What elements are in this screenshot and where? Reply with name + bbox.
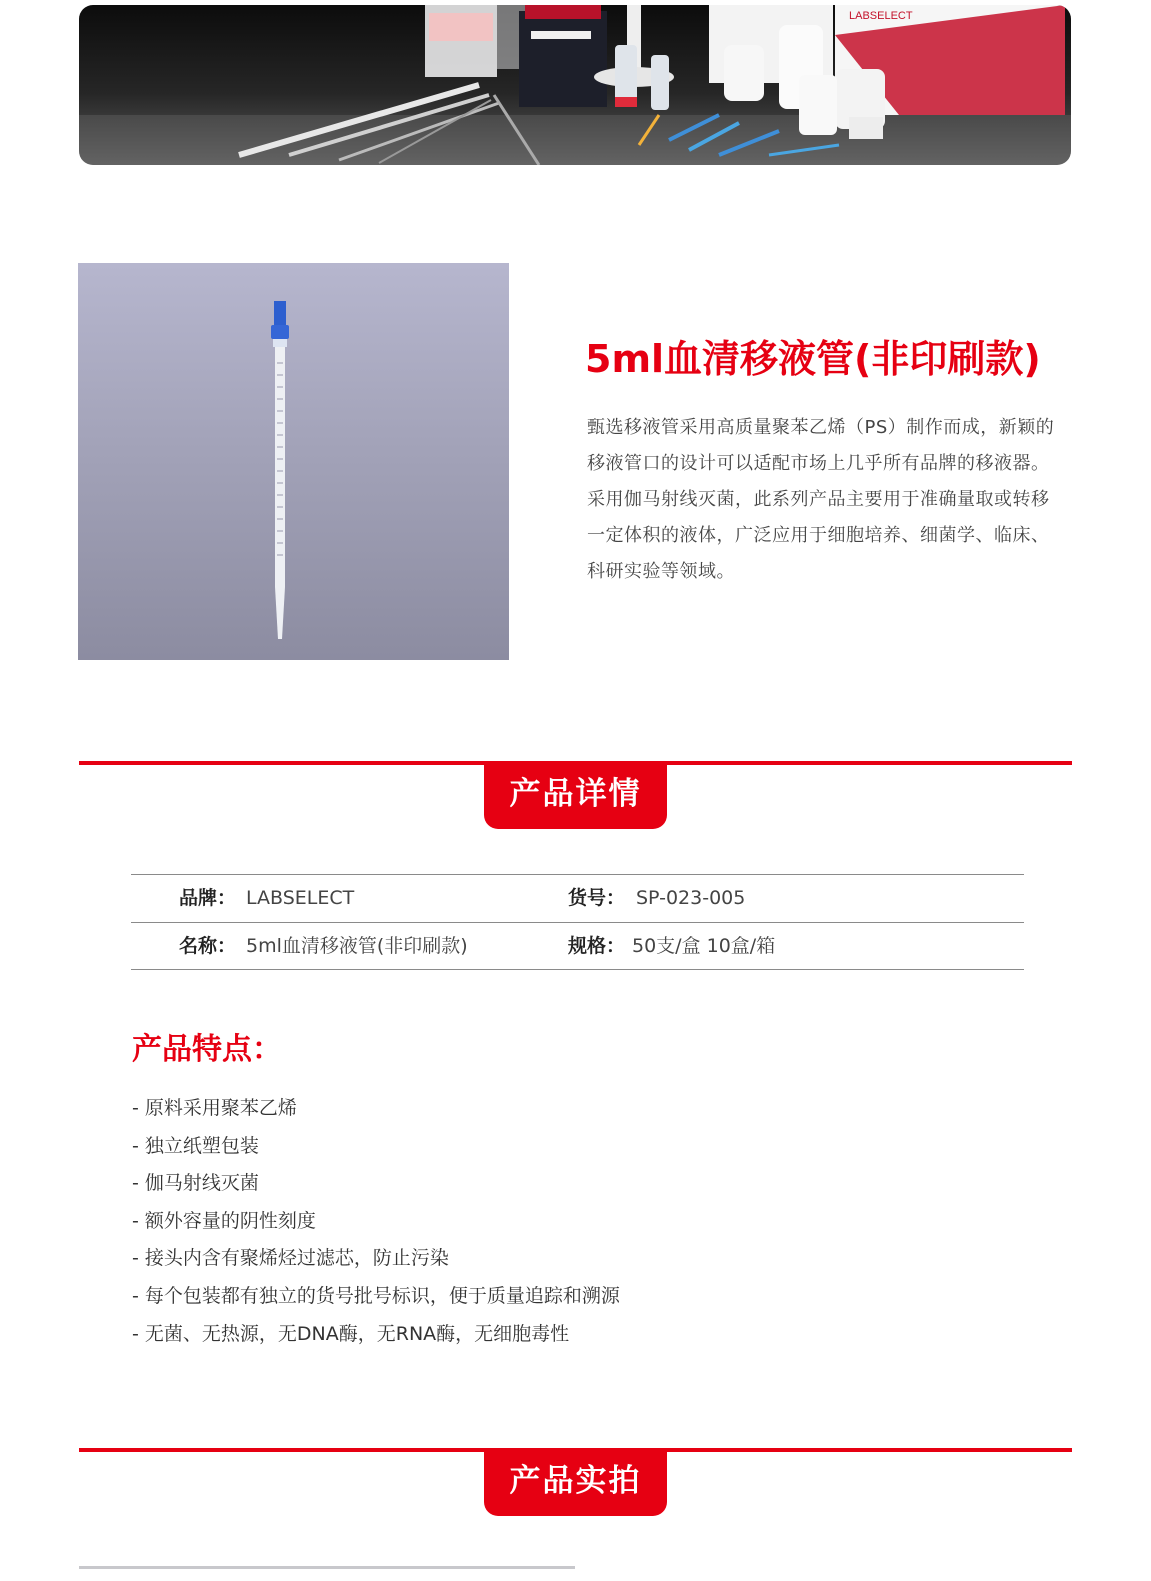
banner-brand-text: LABSELECT [849, 10, 913, 22]
product-photo [78, 263, 509, 660]
product-title: 5ml血清移液管(非印刷款) [585, 337, 1041, 381]
spec-value-brand: LABSELECT [246, 887, 355, 909]
spec-label-name: 名称： [179, 935, 237, 957]
hero-banner [79, 5, 1071, 165]
spec-table [131, 874, 1024, 970]
list-item: - 伽马射线灭菌 [132, 1172, 259, 1195]
list-item: - 接头内含有聚烯烃过滤芯，防止污染 [132, 1247, 449, 1270]
features-title: 产品特点： [132, 1032, 282, 1067]
spec-value-name: 5ml血清移液管(非印刷款) [246, 935, 468, 957]
list-item: - 独立纸塑包装 [132, 1134, 259, 1157]
photo-preview-edge [79, 1566, 575, 1569]
section-header-details: 产品详情 [484, 763, 667, 829]
features-list [132, 1090, 620, 1353]
serological-pipette-icon [78, 263, 509, 660]
product-description: 甄选移液管采用高质量聚苯乙烯（PS）制作而成，新颖的移液管口的设计可以适配市场上几乎所有品牌的移液器。采用伽马射线灭菌，此系列产品主要用于准确量取或转移一定体积的液体，广泛应用于细胞培养、细菌学、临床、科研实验等领域。 [587, 417, 1055, 582]
spec-label-brand: 品牌： [179, 887, 237, 909]
spec-value-spec: 50支/盒 10盒/箱 [632, 935, 776, 957]
spec-label-item-number: 货号： [568, 887, 626, 909]
list-item: - 无菌、无热源，无DNA酶，无RNA酶，无细胞毒性 [132, 1322, 570, 1345]
list-item: - 每个包装都有独立的货号批号标识，便于质量追踪和溯源 [132, 1284, 620, 1307]
spec-row [131, 922, 1024, 970]
lab-products-illustration [79, 5, 1071, 165]
spec-value-item-number: SP-023-005 [636, 887, 746, 909]
spec-row [131, 874, 1024, 922]
spec-label-spec: 规格： [568, 935, 626, 957]
list-item: - 原料采用聚苯乙烯 [132, 1097, 297, 1119]
section-header-photos: 产品实拍 [484, 1450, 667, 1516]
list-item: - 额外容量的阴性刻度 [132, 1209, 316, 1232]
